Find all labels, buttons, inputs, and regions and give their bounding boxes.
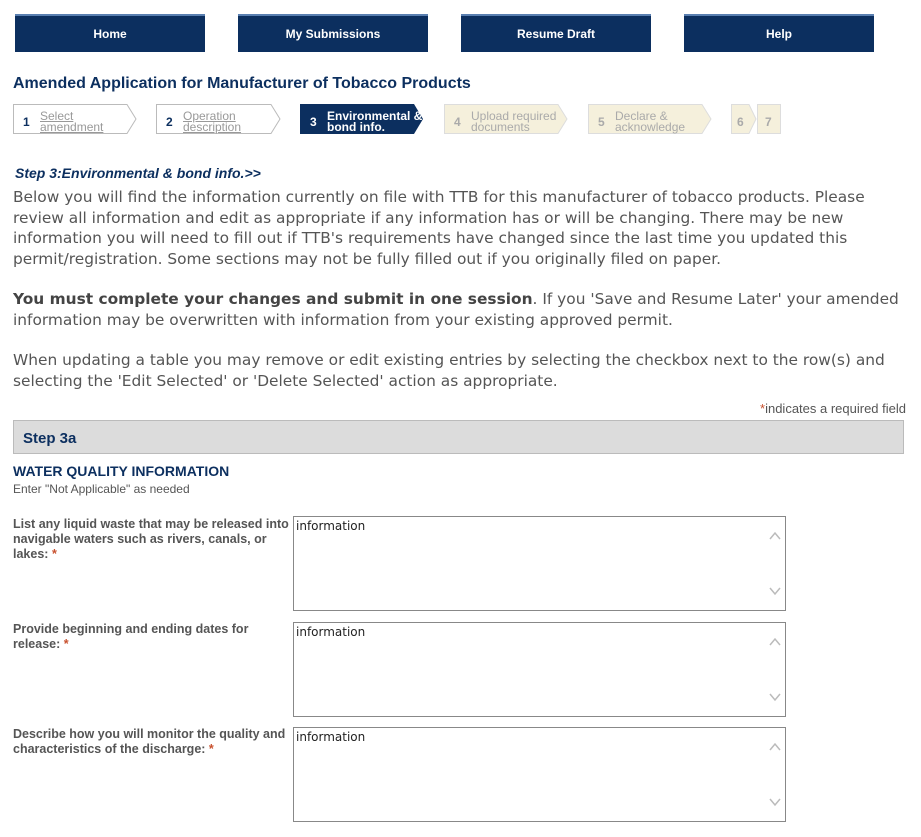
step-1[interactable] xyxy=(13,104,137,134)
liquid-waste-textarea[interactable] xyxy=(293,516,786,611)
discharge-monitoring-textarea[interactable] xyxy=(293,727,786,822)
my-submissions-button[interactable]: My Submissions xyxy=(238,14,428,52)
label-text: Describe how you will monitor the quality and characteristics of the discharge: xyxy=(13,727,286,756)
required-star: * xyxy=(208,742,214,756)
required-star: * xyxy=(51,547,57,561)
scroll-down-icon[interactable] xyxy=(769,692,781,702)
step-number: 2 xyxy=(166,115,173,129)
intro-paragraph-3: When updating a table you may remove or edit existing entries by selecting the checkbox next to the row(s) and selecting the 'Edit Selected' or 'Delete Selected' action as appropriate. xyxy=(13,351,885,390)
discharge-monitoring-label xyxy=(13,727,293,757)
step-number: 6 xyxy=(737,115,744,129)
release-dates-textarea[interactable] xyxy=(293,622,786,717)
step-2[interactable] xyxy=(156,104,281,134)
step-number: 1 xyxy=(23,115,30,129)
step-number: 3 xyxy=(310,115,317,129)
top-nav xyxy=(15,14,875,54)
step-6 xyxy=(731,104,757,134)
liquid-waste-label xyxy=(13,517,293,562)
step-number: 7 xyxy=(765,115,772,129)
step-4 xyxy=(444,104,568,134)
session-warning-rest: . If you 'Save and Resume Later' your amended information may be overwritten with information from your existing approved permit. xyxy=(13,290,899,329)
intro-paragraph-1: Below you will find the information currently on file with TTB for this manufacturer of tobacco products. Please review all information and edit as appropriate if any information has or will be changing. There may be new information you will need to fill out if TTB's requirements have changed since the last time you updated this permit/registration. Some sections may not be fully filled out if you originally filed on paper. xyxy=(13,188,865,268)
section-header-bar xyxy=(13,420,904,454)
textarea-value: information xyxy=(296,730,366,744)
required-field-note xyxy=(760,401,906,416)
scroll-down-icon[interactable] xyxy=(769,586,781,596)
step-wizard xyxy=(13,104,813,135)
intro-paragraph-2 xyxy=(13,289,908,330)
step-5 xyxy=(588,104,712,134)
textarea-value: information xyxy=(296,519,366,533)
water-quality-heading: WATER QUALITY INFORMATION xyxy=(13,463,230,479)
scroll-down-icon[interactable] xyxy=(769,797,781,807)
step-heading: Step 3:Environmental & bond info.>> xyxy=(15,165,261,181)
step-7 xyxy=(757,104,781,134)
step-label: Upload required documents xyxy=(471,109,557,134)
step-number: 5 xyxy=(598,115,605,129)
help-button[interactable]: Help xyxy=(684,14,874,52)
textarea-value: information xyxy=(296,625,366,639)
required-star: * xyxy=(760,401,766,416)
label-text: Provide beginning and ending dates for release: xyxy=(13,622,249,651)
scroll-up-icon[interactable] xyxy=(769,742,781,752)
page-title: Amended Application for Manufacturer of Tobacco Products xyxy=(13,75,471,92)
step-number: 4 xyxy=(454,115,461,129)
step-label: Declare & acknowledge xyxy=(615,109,686,134)
water-quality-hint: Enter "Not Applicable" as needed xyxy=(13,482,190,496)
step-3-current xyxy=(300,104,424,134)
session-warning: You must complete your changes and submit in one session xyxy=(13,290,533,308)
release-dates-label xyxy=(13,622,293,652)
label-text: List any liquid waste that may be released into navigable waters such as rivers, canals, or lakes: xyxy=(13,517,289,561)
home-button[interactable]: Home xyxy=(15,14,205,52)
scroll-up-icon[interactable] xyxy=(769,637,781,647)
step-label: Operation description xyxy=(183,109,242,134)
resume-draft-button[interactable]: Resume Draft xyxy=(461,14,651,52)
required-star: * xyxy=(63,637,69,651)
step-label: Environmental & bond info. xyxy=(327,109,423,134)
step-label: Select amendment xyxy=(40,109,104,134)
scroll-up-icon[interactable] xyxy=(769,531,781,541)
section-title: Step 3a xyxy=(23,430,77,447)
required-note-text: indicates a required field xyxy=(765,401,906,416)
